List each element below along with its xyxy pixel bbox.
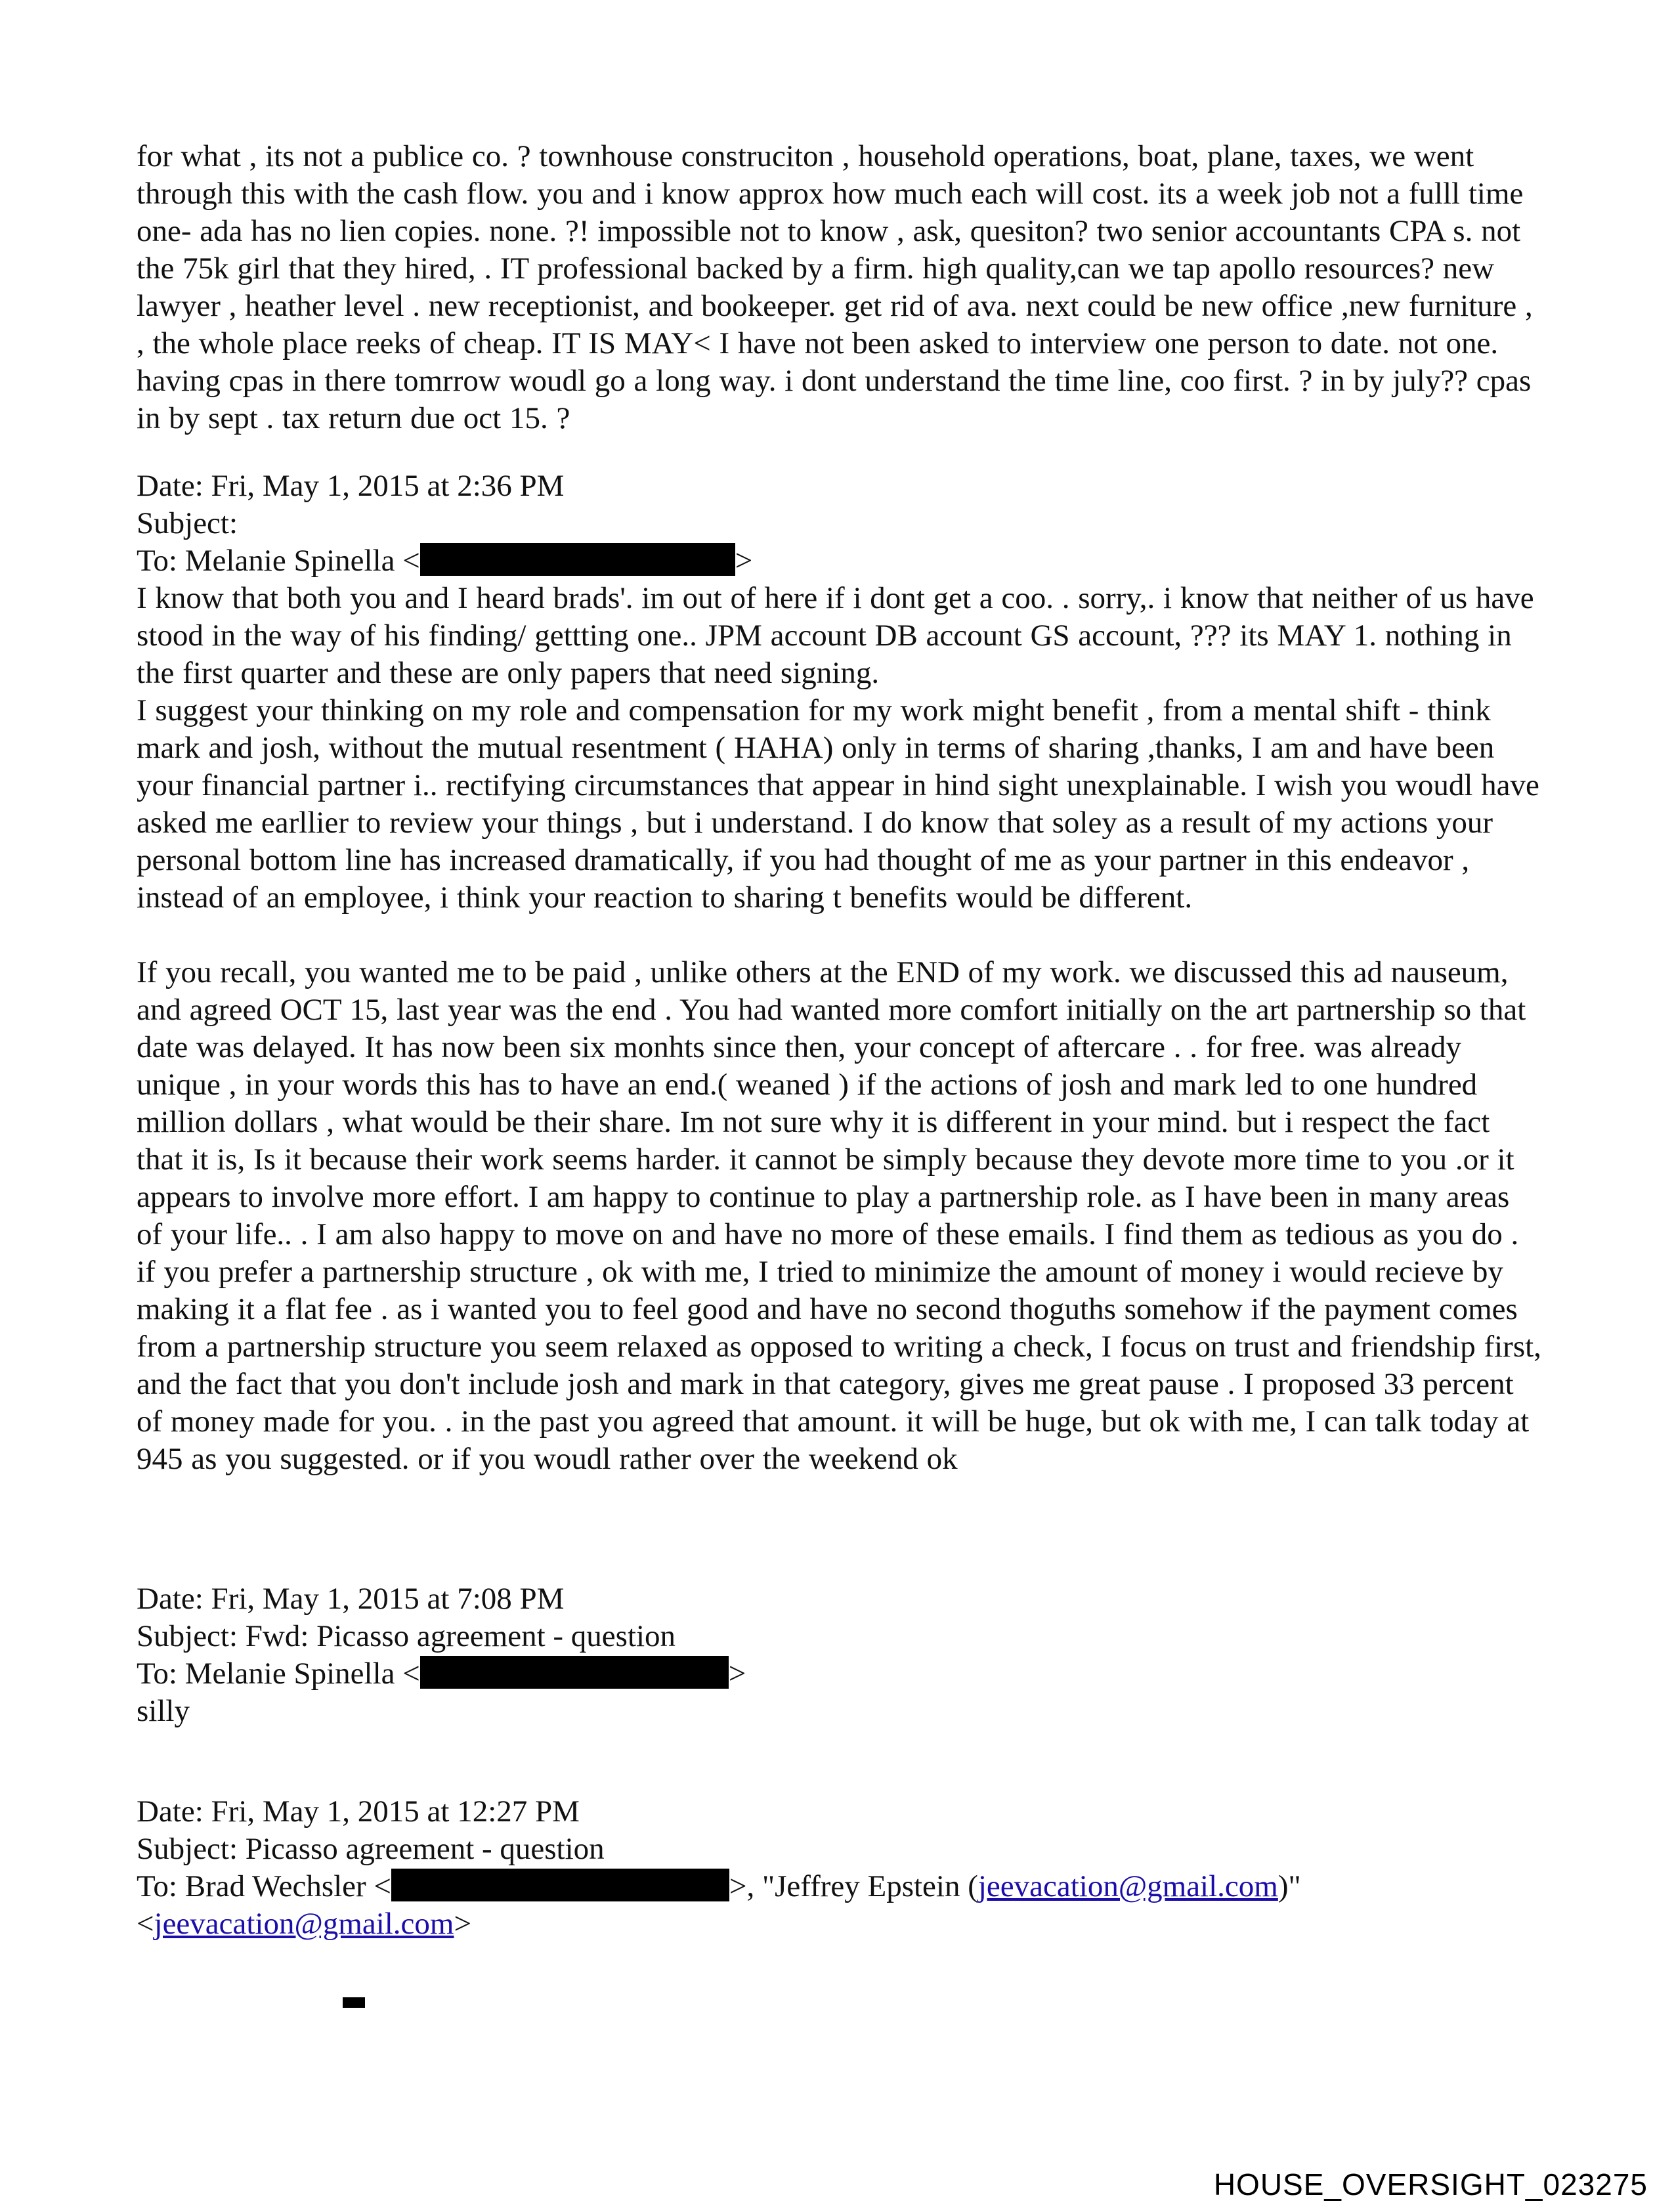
email2-date: Date: Fri, May 1, 2015 at 7:08 PM xyxy=(137,1582,565,1616)
redaction-box xyxy=(420,543,735,576)
email1-body-paragraph-1: I know that both you and I heard brads'. im out of here if i dont get a coo. . sorry,. i know that neither of us have stood in the way of his finding/ gettting one.. JPM account DB account GS account, ??? its MAY 1. nothing in the first quarter and these are only papers that need signing. xyxy=(137,581,1534,690)
email-link[interactable]: jeevacation@gmail.com xyxy=(154,1907,454,1941)
email3-to xyxy=(137,1868,1301,1905)
email2-body: silly xyxy=(137,1694,190,1728)
email3-to-line2 xyxy=(137,1905,471,1943)
email1-to xyxy=(137,542,752,580)
email-link[interactable]: jeevacation@gmail.com xyxy=(977,1869,1278,1903)
email1-body-paragraph-3: If you recall, you wanted me to be paid , unlike others at the END of my work. we discussed this ad nauseum, and agreed OCT 15, last year was the end . You had wanted more comfort initially on the art partnership so that date was delayed. It has now been six monhts since then, your concept of aftercare . . for free. was already unique , in your words this has to have an end.( weaned ) if the actions of josh and mark led to one hundred million dollars , what would be their share. Im not sure why it is different in your mind. but i respect the fact that it is, Is it because their work seems harder. it cannot be simply because they devote more time to you .or it appears to involve more effort. I am happy to continue to play a partnership role. as I have been in many areas of your life.. . I am also happy to move on and have no more of these emails. I find them as tedious as you do . if you prefer a partnership structure , ok with me, I tried to minimize the amount of money i would recieve by making it a flat fee . as i wanted you to feel good and have no second thoguths somehow if the payment comes from a partnership structure you seem relaxed as opposed to writing a check, I focus on trust and friendship first, and the fact that you don't include josh and mark in that category, gives me great pause . I proposed 33 percent of money made for you. . in the past you agreed that amount. it will be huge, but ok with me, I can talk today at 945 as you suggested. or if you woudl rather over the weekend ok xyxy=(137,955,1541,1476)
email2-to-prefix: To: Melanie Spinella < xyxy=(137,1657,420,1691)
email1-to-suffix: > xyxy=(735,544,753,578)
email2-to xyxy=(137,1655,746,1693)
email1-subject: Subject: xyxy=(137,506,238,540)
email3-subject: Subject: Picasso agreement - question xyxy=(137,1832,605,1866)
intro-paragraph: for what , its not a publice co. ? townhouse construciton , household operations, boat, plane, taxes, we went through this with the cash flow. you and i know approx how much each will cost. its a week job not a fulll time one- ada has no lien copies. none. ?! impossible not to know , ask, quesiton? two senior accountants CPA s. not the 75k girl that they hired, . IT professional backed by a firm. high quality,can we tap apollo resources? new lawyer , heather level . new receptionist, and bookeeper. get rid of ava. next could be new office ,new furniture , , the whole place reeks of cheap. IT IS MAY< I have not been asked to interview one person to date. not one. having cpas in there tomrrow woudl go a long way. i dont understand the time line, coo first. ? in by july?? cpas in by sept . tax return due oct 15. ? xyxy=(137,139,1533,435)
email1-to-prefix: To: Melanie Spinella < xyxy=(137,544,420,578)
redaction-box xyxy=(391,1869,729,1901)
email1-body-paragraph-2: I suggest your thinking on my role and compensation for my work might benefit , from a mental shift - think mark and josh, without the mutual resentment ( HAHA) only in terms of sharing ,thanks, I am and have been your financial partner i.. rectifying circumstances that appear in hind sight unexplainable. I wish you woudl have asked me earllier to review your things , but i understand. I do know that soley as a result of my actions your personal bottom line has increased dramatically, if you had thought of me as your partner in this endeavor , instead of an employee, i think your reaction to sharing t benefits would be different. xyxy=(137,693,1539,915)
email3-date: Date: Fri, May 1, 2015 at 12:27 PM xyxy=(137,1794,580,1829)
email3-to-end: )" xyxy=(1277,1869,1301,1903)
email2-subject: Subject: Fwd: Picasso agreement - question xyxy=(137,1619,676,1653)
redaction-box xyxy=(420,1656,729,1689)
bates-number: HOUSE_OVERSIGHT_023275 xyxy=(1213,2167,1648,2201)
email3-to-prefix: To: Brad Wechsler < xyxy=(137,1869,391,1903)
email3-to-mid: >, "Jeffrey Epstein ( xyxy=(729,1869,978,1903)
email2-to-suffix: > xyxy=(728,1657,746,1691)
email3-line2-open: < xyxy=(137,1907,154,1941)
email3-line2-close: > xyxy=(454,1907,471,1941)
redaction-mark xyxy=(343,1997,365,2008)
email1-date: Date: Fri, May 1, 2015 at 2:36 PM xyxy=(137,469,565,503)
